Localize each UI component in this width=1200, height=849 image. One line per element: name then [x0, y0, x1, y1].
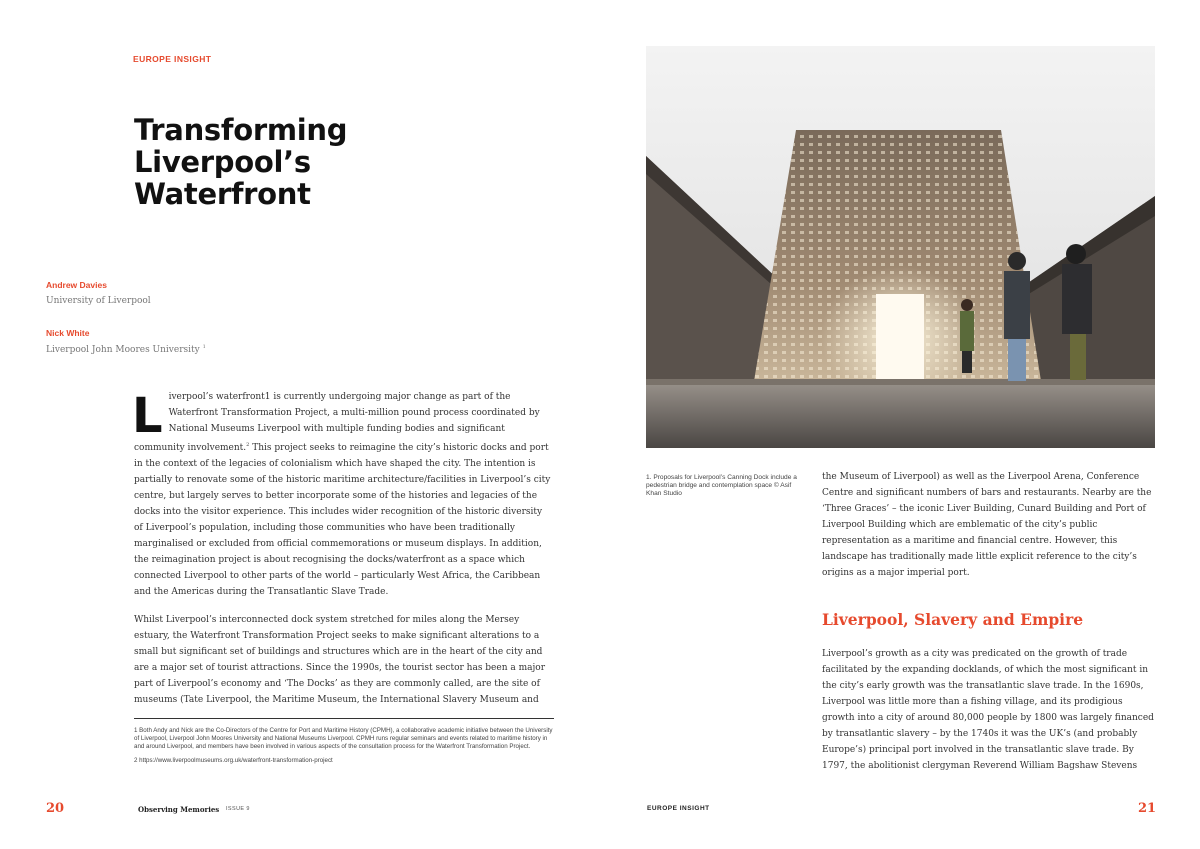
author-name: Nick White	[46, 328, 90, 338]
footer-issue: ISSUE 9	[226, 806, 250, 812]
article-photo	[646, 46, 1155, 448]
footnote-2: 2 https://www.liverpoolmuseums.org.uk/waterfront-transformation-project	[134, 757, 333, 764]
body-column-right	[822, 469, 1156, 581]
body-paragraph: the Museum of Liverpool) as well as the Liverpool Arena, Conference Centre and significant numbers of bars and restaurants. Nearby are the ‘Three Graces’ – the iconic Liver Building, Cunard Building and Port of Liverpool Building which are emblematic of the city’s public representation as a maritime and financial centre. However, this landscape has traditionally made little explicit reference to the city’s origins as a major imperial port.	[822, 472, 1152, 578]
photo-caption: 1. Proposals for Liverpool’s Canning Dock include a pedestrian bridge and contemplation space © Asif Khan Studio	[646, 474, 797, 497]
dropcap: L	[132, 388, 163, 444]
body-column-right-2	[822, 646, 1156, 774]
title-line-3: Waterfront	[134, 177, 311, 211]
body-paragraph: Whilst Liverpool’s interconnected dock system stretched for miles along the Mersey estuary, the Waterfront Transformation Project seeks to make significant alterations to a small but significant set of buildings and structures which are in the heart of the city and are a major set of tourist attractions. Since the 1990s, the tourist sector has been a major part of Liverpool’s economy and ‘The Docks’ as they are commonly called, are the site of museums (Tate Liverpool, the Maritime Museum, the International Slavery Museum and	[134, 615, 546, 705]
page-number-right: 21	[1138, 801, 1157, 816]
author-block-2	[46, 328, 206, 355]
section-label: EUROPE INSIGHT	[133, 54, 212, 64]
page-number-left: 20	[46, 801, 65, 816]
photo-icon	[646, 46, 1155, 448]
title-line-1: Transforming	[134, 113, 348, 147]
footnote-mark: 1	[202, 344, 206, 350]
footer-magazine: Observing Memories	[138, 805, 220, 814]
author-name: Andrew Davies	[46, 280, 107, 290]
title-line-2: Liverpool’s	[134, 145, 311, 179]
footer-section-label: EUROPE INSIGHT	[647, 805, 710, 812]
author-affiliation: University of Liverpool	[46, 296, 151, 306]
footnote-1: 1 Both Andy and Nick are the Co-Directors of the Centre for Port and Maritime History (CPMH), a collaborative academic initiative between the University of Liverpool, Liverpool John Moores University and National Museums Liverpool. CPMH runs regular seminars and events related to maritime history in and around Liverpool, and members have been involved in various aspects of the consultation process for the Waterfront Transformation Project.	[134, 727, 553, 750]
body-paragraph: Liverpool’s growth as a city was predicated on the growth of trade facilitated by the expanding docklands, of which the most significant in the city’s early growth was the transatlantic slave trade. In the 1690s, Liverpool was little more than a fishing village, and its prodigious growth into a city of around 80,000 people by 1800 was largely financed by transatlantic slavery – by the 1740s it was the UK’s (and probably Europe’s) principal port involved in the transatlantic slave trade. By 1797, the abolitionist clergyman Reverend William Bagshaw Stevens	[822, 649, 1154, 771]
section-subheading: Liverpool, Slavery and Empire	[822, 610, 1084, 629]
body-paragraph: Liverpool’s waterfront1 is currently undergoing major change as part of the Waterfront Transformation Project, a multi-million pound process coordinated by National Museums Liverpool with multiple funding bodies and significant community involvement.$^2$ This project seeks to reimagine the city’s historic docks and port in the context of the legacies of colonialism which have shaped the city. The intention is partially to renovate some of the historic maritime architecture/facilities in Liverpool’s city centre, but largely serves to better incorporate some of the histories and legacies of the docks into the visitor experience. This includes wider recognition of the historic diversity of Liverpool’s population, including those communities who have been traditionally marginalised or excluded from official commemorations or museum displays. In addition, the reimagination project is about recognising the docks/waterfront as a space which connected Liverpool to other parts of the world – particularly West Africa, the Caribbean and the Americas during the Transatlantic Slave Trade.	[132, 388, 551, 597]
footnotes	[134, 718, 554, 771]
author-block-1	[46, 280, 151, 306]
article-title	[134, 114, 434, 210]
author-affiliation: Liverpool John Moores University	[46, 345, 200, 355]
body-column-left	[134, 389, 552, 708]
